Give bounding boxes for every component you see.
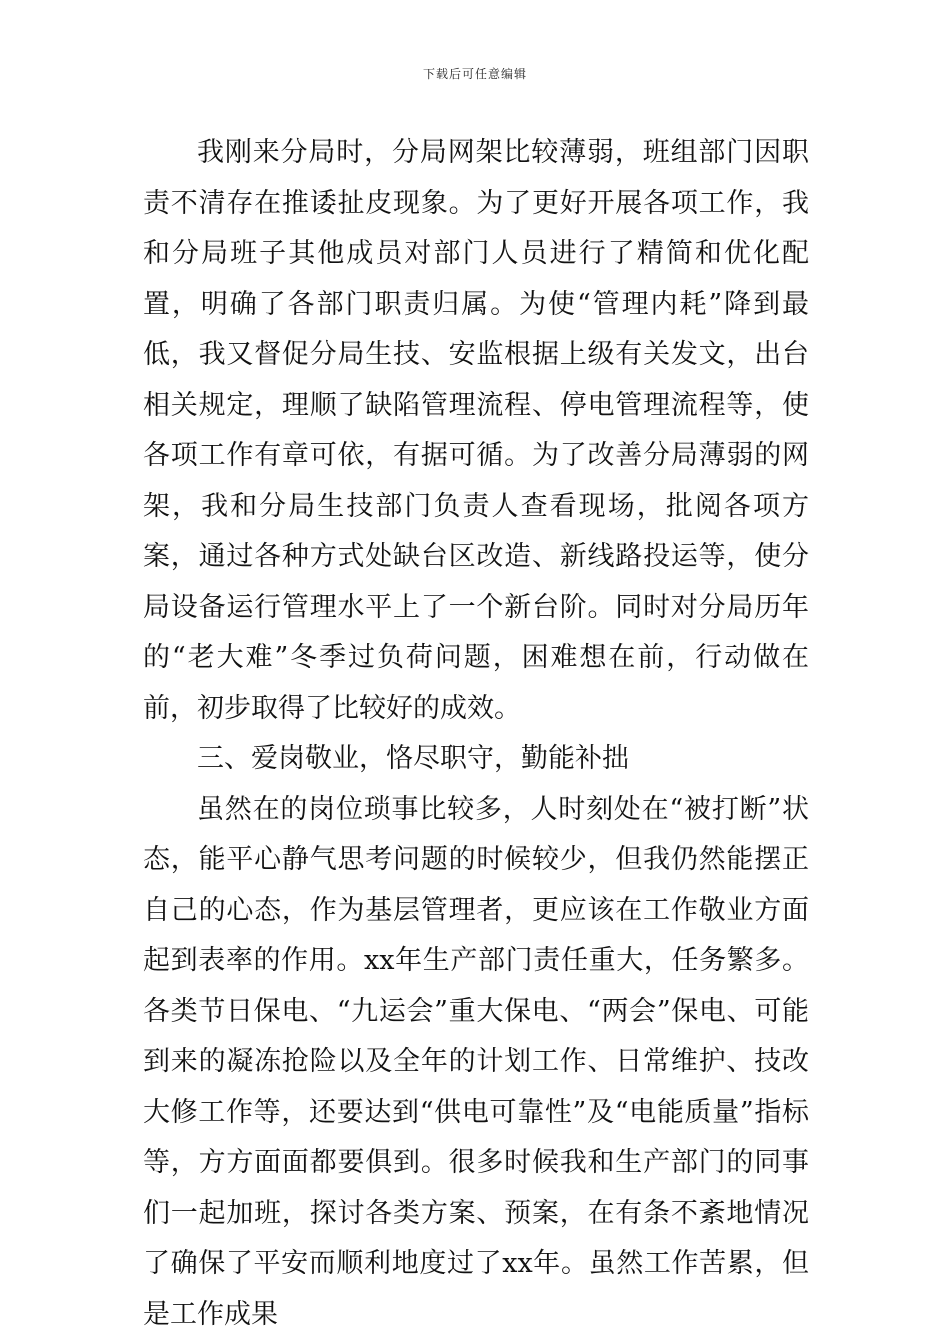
document-body: [143, 128, 809, 1340]
section-heading: 三、爱岗敬业，恪尽职守，勤能补拙: [197, 743, 629, 774]
paragraph-dedication: 虽然在的岗位琐事比较多，人时刻处在“被打断”状态，能平心静气思考问题的时候较少，但我仍然能摆正自己的心态，作为基层管理者，更应该在工作敬业方面起到表率的作用。xx年生产部门责任重大，任务繁多。各类节日保电、“九运会”重大保电、“两会”保电、可能到来的凝冻抢险以及全年的计划工作、日常维护、技改大修工作等，还要达到“供电可靠性”及“电能质量”指标等，方方面面都要俱到。很多时候我和生产部门的同事们一起加班，探讨各类方案、预案，在有条不紊地情况了确保了平安而顺利地度过了xx年。虽然工作苦累，但是工作成果: [143, 793, 809, 1330]
paragraph-management: 我刚来分局时，分局网架比较薄弱，班组部门因职责不清存在推诿扯皮现象。为了更好开展各项工作，我和分局班子其他成员对部门人员进行了精简和优化配置，明确了各部门职责归属。为使“管理内耗”降到最低，我又督促分局生技、安监根据上级有关发文，出台相关规定，理顺了缺陷管理流程、停电管理流程等，使各项工作有章可依，有据可循。为了改善分局薄弱的网架，我和分局生技部门负责人查看现场，批阅各项方案，通过各种方式处缺台区改造、新线路投运等，使分局设备运行管理水平上了一个新台阶。同时对分局历年的“老大难”冬季过负荷问题，困难想在前，行动做在前，初步取得了比较好的成效。: [143, 137, 809, 724]
page-header-note: 下载后可任意编辑: [422, 67, 527, 81]
